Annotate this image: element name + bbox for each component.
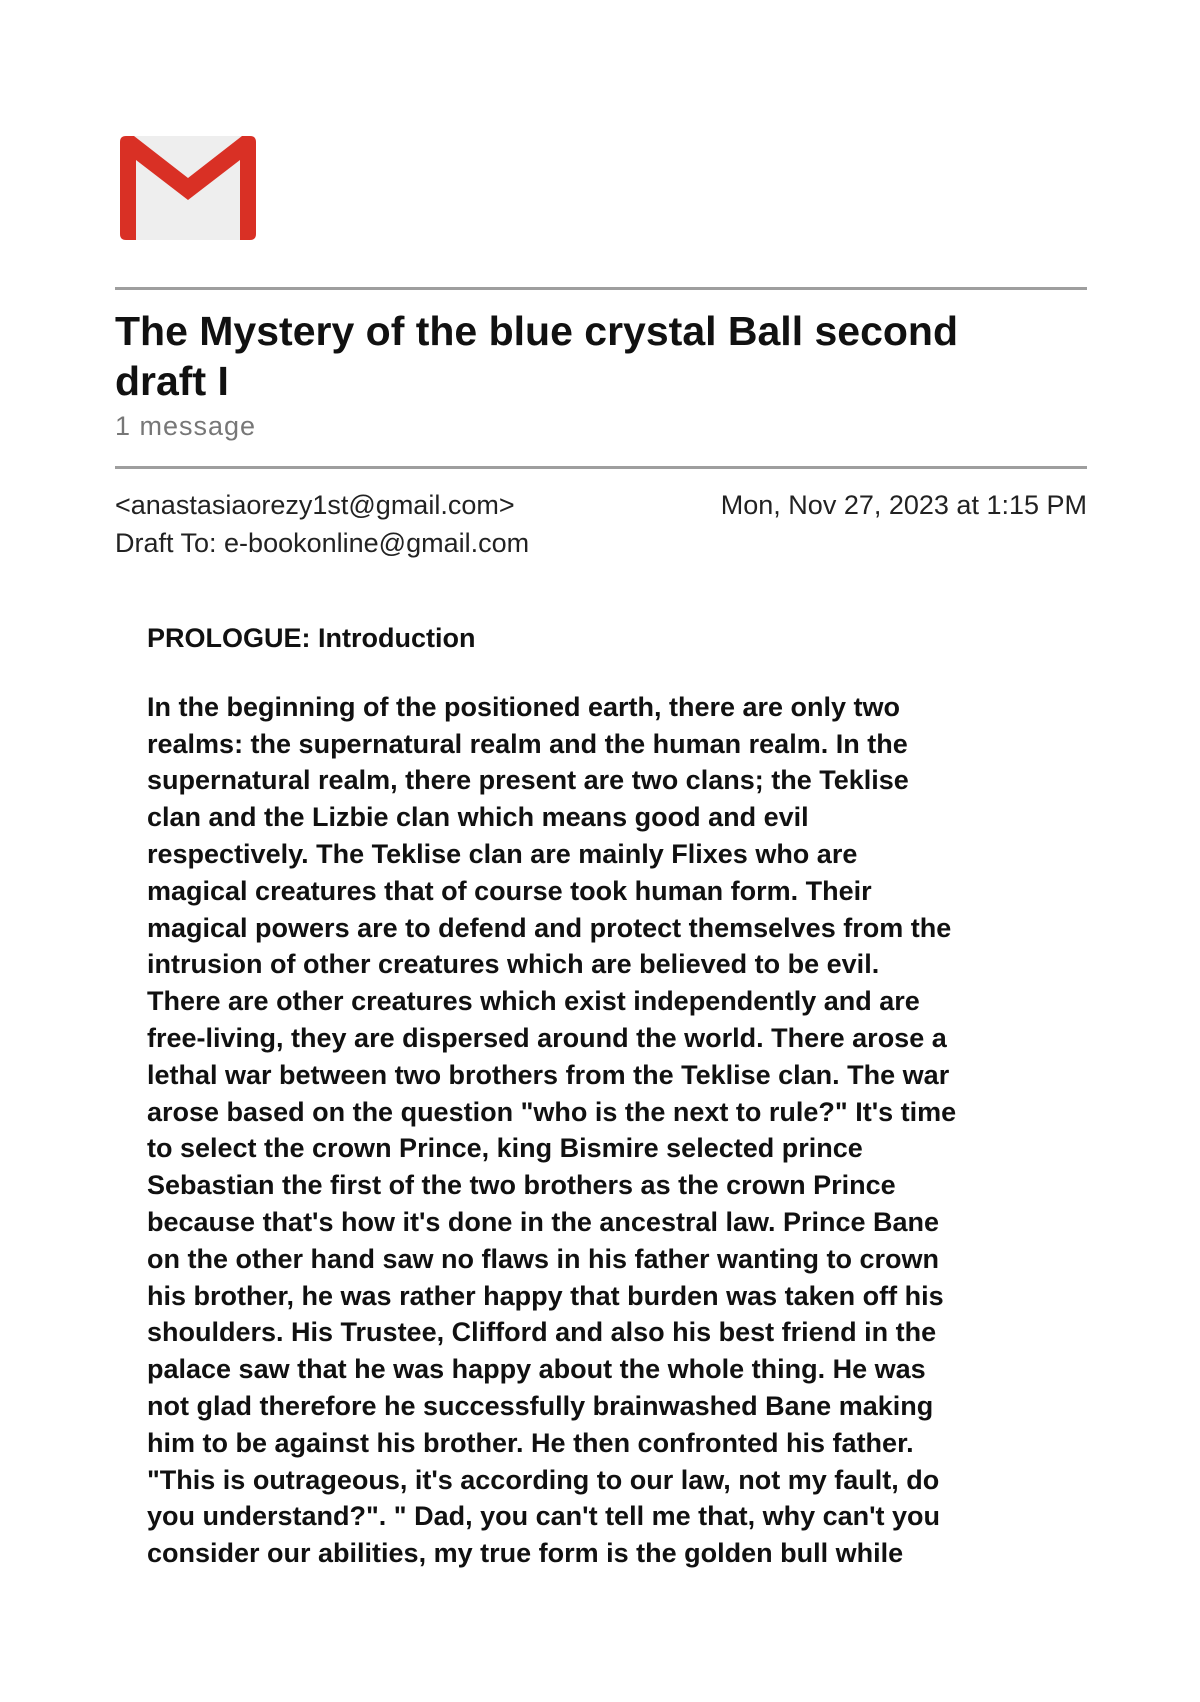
body-line: consider our abilities, my true form is the golden bull while <box>147 1538 904 1569</box>
body-line: clan and the Lizbie clan which means good and evil <box>147 802 809 833</box>
body-line: Sebastian the first of the two brothers as the crown Prince <box>147 1170 896 1201</box>
message-count: 1 message <box>115 411 257 441</box>
body-line: shoulders. His Trustee, Clifford and also his best friend in the <box>147 1317 937 1348</box>
subject-line-2: draft I <box>115 358 229 404</box>
body-line: realms: the supernatural realm and the human realm. In the <box>147 728 908 759</box>
sender-address: <anastasiaorezy1st@gmail.com> <box>115 490 515 520</box>
body-line: lethal war between two brothers from the Teklise clan. The war <box>147 1059 950 1090</box>
body-line: magical powers are to defend and protect themselves from the <box>147 912 952 943</box>
body-line: supernatural realm, there present are two clans; the Teklise <box>147 765 909 796</box>
body-line: free-living, they are dispersed around the world. There arose a <box>147 1022 947 1053</box>
body-line: to select the crown Prince, king Bismire selected prince <box>147 1133 863 1164</box>
body-line: There are other creatures which exist independently and are <box>147 986 920 1017</box>
body-line: him to be against his brother. He then confronted his father. <box>147 1427 914 1458</box>
body-line: intrusion of other creatures which are believed to be evil. <box>147 949 880 980</box>
header-divider <box>115 287 1087 290</box>
email-subject <box>115 306 1075 406</box>
body-line: his brother, he was rather happy that burden was taken off his <box>147 1280 944 1311</box>
body-heading: PROLOGUE: Introduction <box>147 623 476 653</box>
body-line: not glad therefore he successfully brainwashed Bane making <box>147 1390 934 1421</box>
body-paragraph <box>147 689 1077 1572</box>
body-line: you understand?". " Dad, you can't tell me that, why can't you <box>147 1501 941 1532</box>
body-line: palace saw that he was happy about the whole thing. He was <box>147 1354 926 1385</box>
body-line: respectively. The Teklise clan are mainly Flixes who are <box>147 838 858 869</box>
body-line: In the beginning of the positioned earth, there are only two <box>147 691 901 722</box>
subject-line-1: The Mystery of the blue crystal Ball second <box>115 308 959 354</box>
body-line: because that's how it's done in the ancestral law. Prince Bane <box>147 1206 940 1237</box>
body-line: arose based on the question "who is the next to rule?" It's time <box>147 1096 957 1127</box>
draft-recipient: Draft To: e-bookonline@gmail.com <box>115 528 530 558</box>
body-line: "This is outrageous, it's according to our law, not my fault, do <box>147 1464 940 1495</box>
message-date: Mon, Nov 27, 2023 at 1:15 PM <box>720 490 1087 520</box>
gmail-envelope-icon <box>120 136 256 240</box>
body-line: on the other hand saw no flaws in his father wanting to crown <box>147 1243 940 1274</box>
message-body <box>147 620 1077 1572</box>
thread-divider <box>115 466 1087 469</box>
body-line: magical creatures that of course took human form. Their <box>147 875 872 906</box>
message-header <box>115 486 1087 562</box>
